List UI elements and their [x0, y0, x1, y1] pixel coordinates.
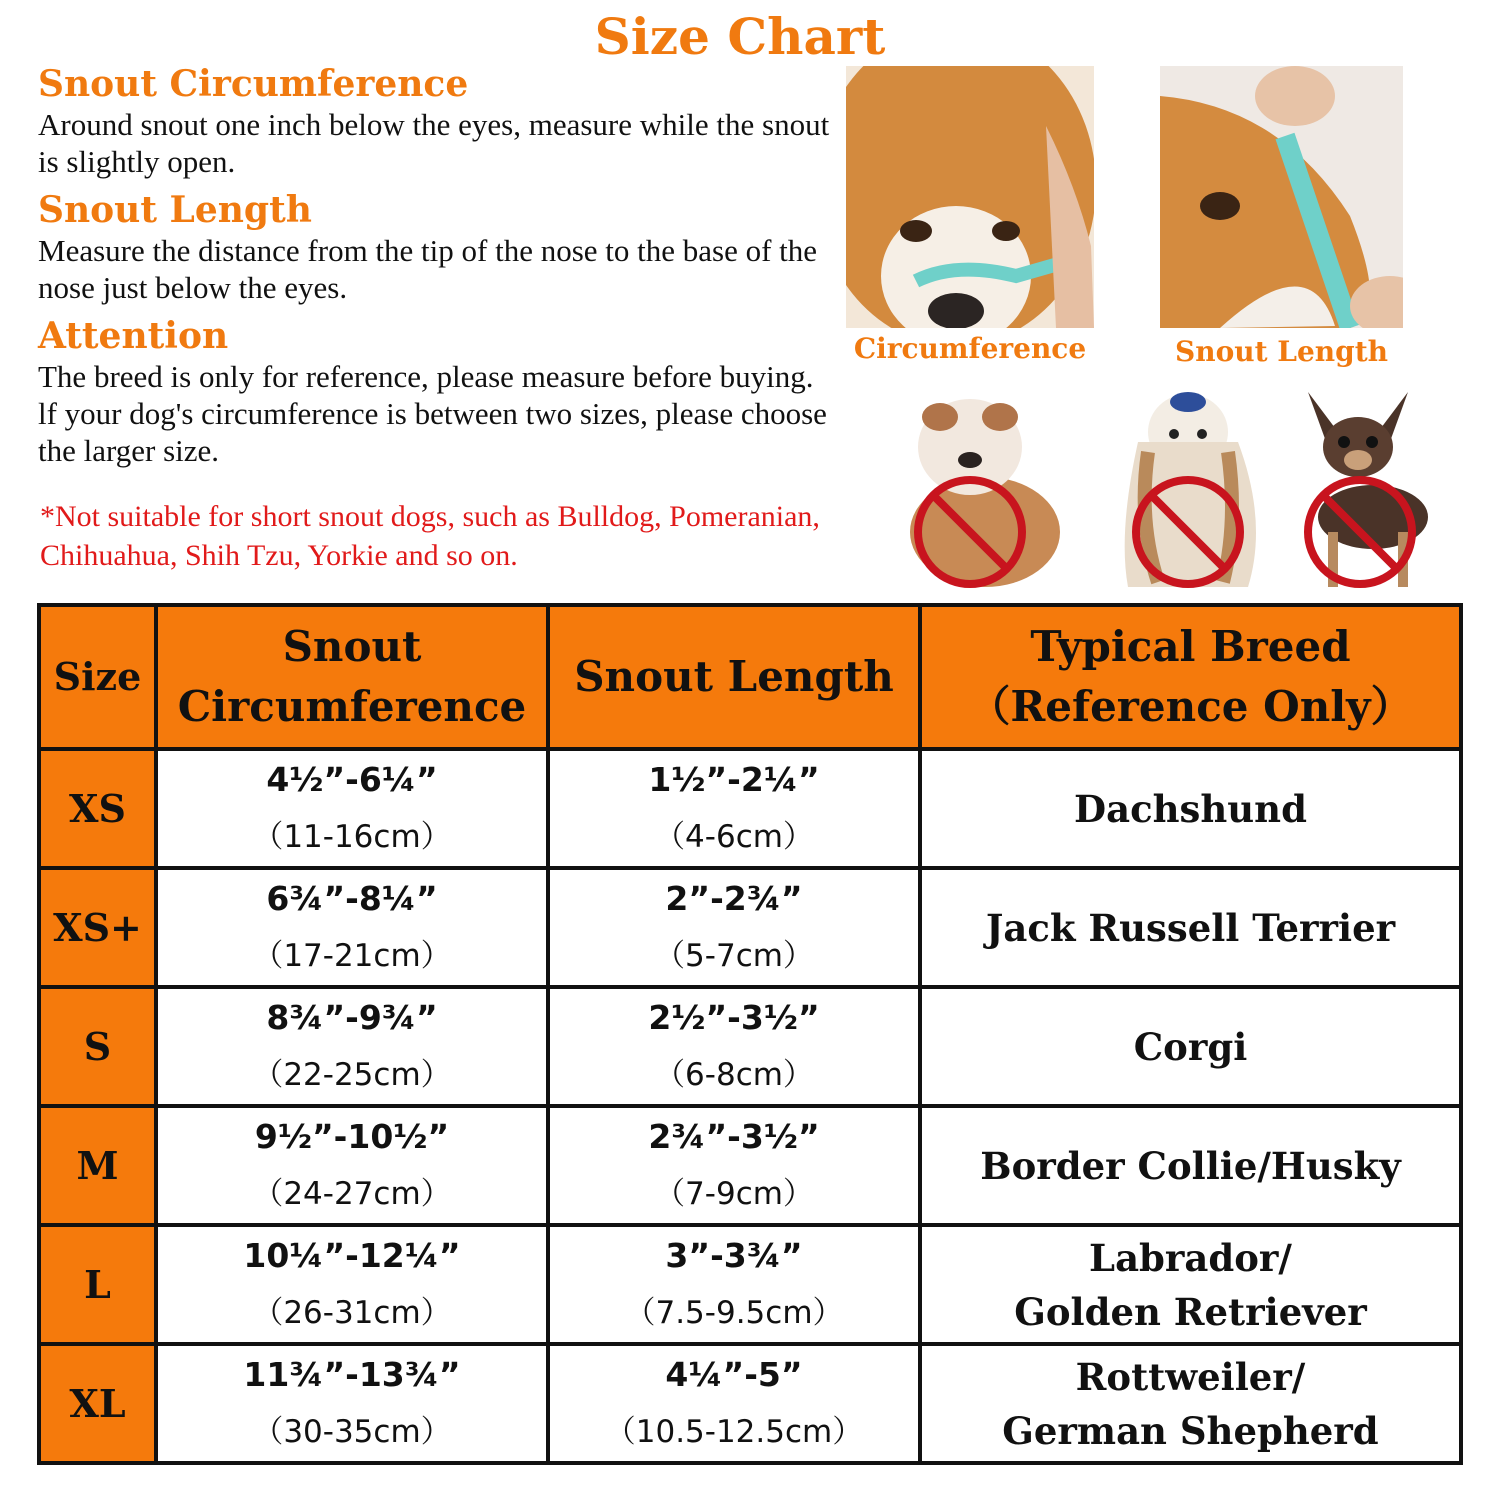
length-cm: （7.5-9.5cm）	[624, 1294, 844, 1331]
circ-inches: 6¾”-8¼”	[266, 878, 438, 918]
circumference-cell	[156, 1106, 548, 1225]
breed-line1: Border Collie/Husky	[980, 1143, 1401, 1188]
length-cm: （5-7cm）	[654, 937, 814, 974]
circumference-photo	[846, 66, 1094, 328]
circ-cm: （26-31cm）	[252, 1294, 452, 1331]
length-cell	[548, 1106, 920, 1225]
length-inches: 2¾”-3½”	[648, 1116, 820, 1156]
breed-line1: Labrador/	[1089, 1235, 1292, 1280]
size-cell: L	[39, 1225, 156, 1344]
section-body-circumference: Around snout one inch below the eyes, measure while the snout is slightly open.	[38, 107, 830, 179]
length-cm: （6-8cm）	[654, 1056, 814, 1093]
circ-inches: 11¾”-13¾”	[243, 1354, 461, 1394]
circ-cm: （17-21cm）	[252, 937, 452, 974]
breed-line1: Dachshund	[1074, 786, 1307, 831]
circ-inches: 4½”-6¼”	[266, 759, 438, 799]
header-circ-line1: Snout	[282, 622, 422, 671]
length-inches: 3”-3¾”	[665, 1235, 803, 1275]
length-inches: 2”-2¾”	[665, 878, 803, 918]
header-typical-breed	[920, 605, 1461, 749]
breed-line1: Jack Russell Terrier	[985, 905, 1396, 950]
length-inches: 2½”-3½”	[648, 997, 820, 1037]
table-row	[39, 987, 1461, 1106]
header-breed-line1: Typical Breed	[1030, 622, 1351, 671]
circumference-cell	[156, 1225, 548, 1344]
breed-cell	[920, 1225, 1461, 1344]
length-inches: 1½”-2¼”	[648, 759, 820, 799]
table-row	[39, 1225, 1461, 1344]
length-cm: （7-9cm）	[654, 1175, 814, 1212]
size-cell: XS	[39, 749, 156, 868]
section-heading-length: Snout Length	[38, 189, 312, 231]
length-cell	[548, 987, 920, 1106]
page-title: Size Chart	[594, 7, 886, 66]
size-cell: XS+	[39, 868, 156, 987]
snout-length-caption: Snout Length	[1174, 335, 1389, 368]
circ-cm: （24-27cm）	[252, 1175, 452, 1212]
header-snout-length: Snout Length	[548, 605, 920, 749]
circ-cm: （30-35cm）	[252, 1413, 452, 1450]
breed-cell	[920, 1106, 1461, 1225]
size-cell: XL	[39, 1344, 156, 1463]
length-cell	[548, 749, 920, 868]
circumference-caption: Circumference	[853, 332, 1087, 365]
short-snout-warning: *Not suitable for short snout dogs, such as Bulldog, Pomeranian, Chihuahua, Shih Tzu, Yorkie and so on.	[40, 500, 820, 572]
shih-tzu-not-suitable-icon	[1108, 382, 1278, 597]
length-cell	[548, 1225, 920, 1344]
section-heading-circumference: Snout Circumference	[38, 63, 469, 105]
size-table	[37, 603, 1463, 1465]
section-body-length: Measure the distance from the tip of the nose to the base of the nose just below the eyes.	[38, 233, 818, 305]
header-size: Size	[39, 605, 156, 749]
circ-inches: 10¼”-12¼”	[243, 1235, 461, 1275]
circ-inches: 9½”-10½”	[254, 1116, 450, 1156]
circ-cm: （11-16cm）	[252, 818, 452, 855]
size-cell: S	[39, 987, 156, 1106]
circumference-cell	[156, 868, 548, 987]
table-header-row	[39, 605, 1461, 749]
circumference-cell	[156, 987, 548, 1106]
bulldog-not-suitable-icon	[900, 382, 1070, 597]
snout-length-photo	[1160, 66, 1403, 328]
circumference-cell	[156, 749, 548, 868]
breed-line2: German Shepherd	[1002, 1408, 1379, 1453]
table-row	[39, 1106, 1461, 1225]
table-row	[39, 868, 1461, 987]
breed-cell	[920, 749, 1461, 868]
length-cell	[548, 868, 920, 987]
circumference-cell	[156, 1344, 548, 1463]
table-row	[39, 749, 1461, 868]
circ-inches: 8¾”-9¾”	[266, 997, 438, 1037]
breed-cell	[920, 987, 1461, 1106]
length-inches: 4¼”-5”	[665, 1354, 803, 1394]
table-row	[39, 1344, 1461, 1463]
breed-line1: Corgi	[1133, 1024, 1248, 1069]
size-cell: M	[39, 1106, 156, 1225]
header-breed-line2: （Reference Only）	[968, 682, 1413, 731]
breed-cell	[920, 1344, 1461, 1463]
chihuahua-not-suitable-icon	[1298, 382, 1468, 597]
header-snout-circumference	[156, 605, 548, 749]
circ-cm: （22-25cm）	[252, 1056, 452, 1093]
header-circ-line2: Circumference	[177, 682, 527, 731]
length-cm: （4-6cm）	[654, 818, 814, 855]
section-body-attention: The breed is only for reference, please measure before buying. lf your dog's circumference is between two sizes, please choose the larger size.	[38, 359, 827, 468]
section-heading-attention: Attention	[38, 315, 229, 357]
breed-line1: Rottweiler/	[1075, 1354, 1306, 1399]
length-cm: （10.5-12.5cm）	[604, 1413, 864, 1450]
instructions	[38, 62, 838, 477]
length-cell	[548, 1344, 920, 1463]
breed-line2: Golden Retriever	[1014, 1289, 1367, 1334]
breed-cell	[920, 868, 1461, 987]
